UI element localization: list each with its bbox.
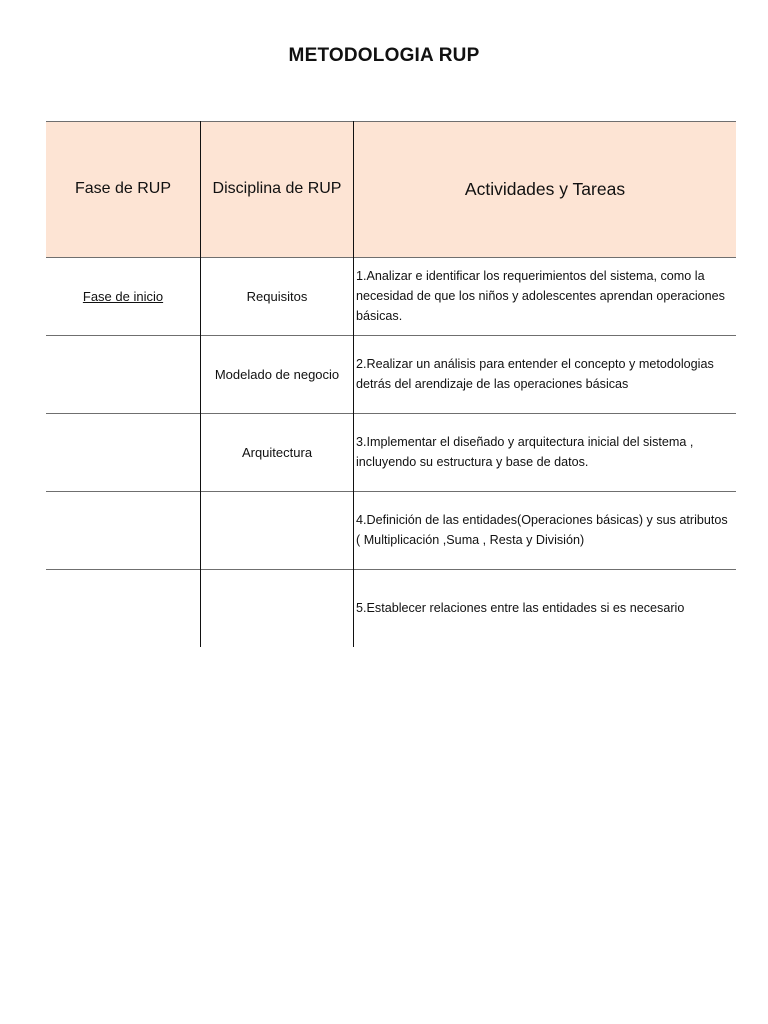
disciplina-label: Requisitos [246,289,308,304]
table-cell-fase [46,414,200,491]
table-cell-fase [46,336,200,413]
table-cell-disciplina [201,258,353,335]
disciplina-label: Arquitectura [241,445,313,460]
table-cell-actividad: 3.Implementar el diseñado y arquitectura inicial del sistema , incluyendo su estructura y base de datos. [356,435,694,469]
table-cell-actividad: 5.Establecer relaciones entre las entidades si es necesario [356,601,685,615]
table-cell-actividad: 1.Analizar e identificar los requerimientos del sistema, como la necesidad de que los niños y adolescentes aprendan operaciones básicas. [356,269,725,323]
table-cell-disciplina [201,492,353,569]
header-actividades [354,121,736,257]
header-disciplina-label: Disciplina de RUP [212,180,342,197]
table-cell-disciplina [201,414,353,491]
table-cell-actividad: 4.Definición de las entidades(Operaciones básicas) y sus atributos ( Multiplicación ,Suma , Resta y División) [356,513,728,547]
header-fase [46,121,200,257]
table-cell-actividad: 2.Realizar un análisis para entender el concepto y metodologias detrás del arendizaje de las operaciones básicas [356,357,714,391]
header-actividades-label: Actividades y Tareas [464,178,626,199]
fase-de-inicio-link[interactable]: Fase de inicio [82,289,164,304]
table-cell-fase [46,570,200,647]
document-title: METODOLOGIA RUP [288,45,480,66]
table-cell-fase [46,258,200,335]
header-fase-label: Fase de RUP [74,180,172,197]
table-cell-disciplina [201,570,353,647]
header-disciplina [201,121,353,257]
table-cell-disciplina [201,336,353,413]
disciplina-label: Modelado de negocio [214,367,340,382]
rup-table [46,121,736,647]
table-cell-fase [46,492,200,569]
